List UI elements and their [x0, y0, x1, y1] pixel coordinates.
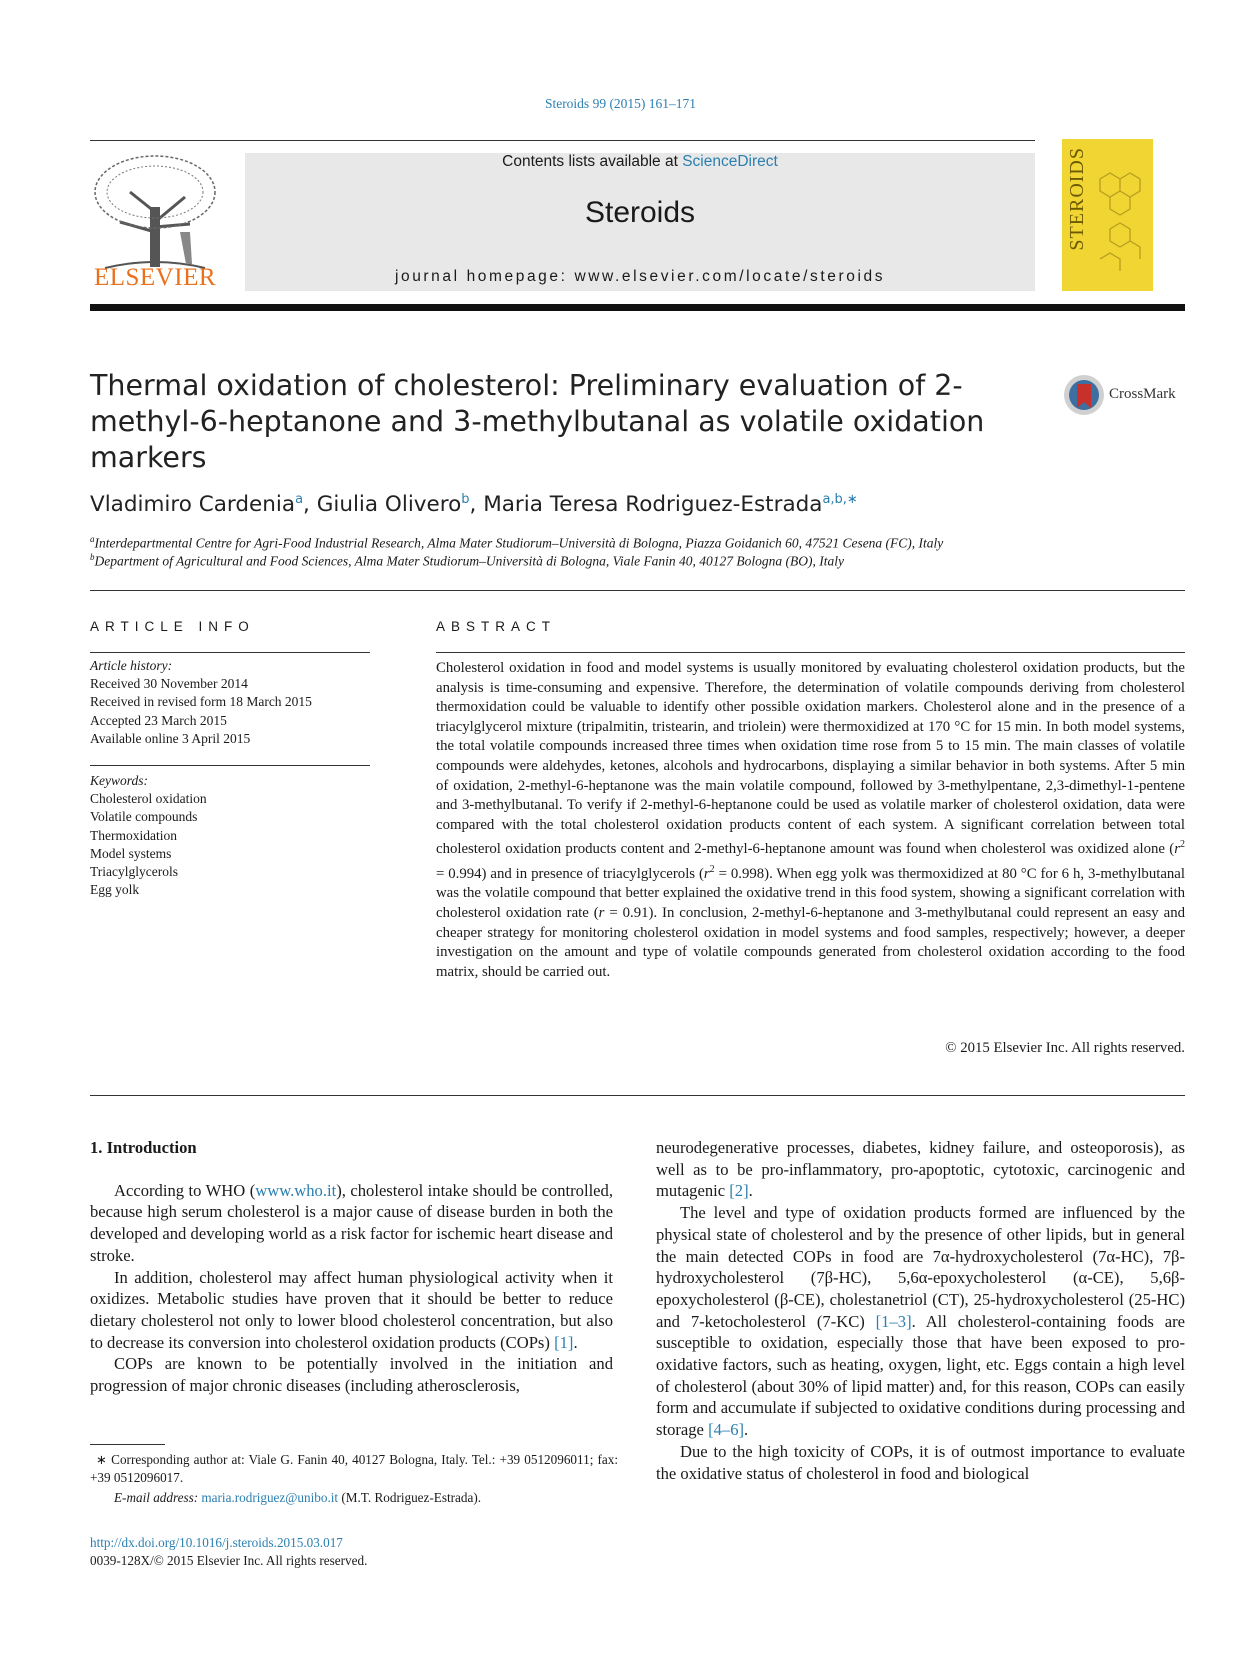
history-item: Received in revised form 18 March 2015	[90, 694, 312, 710]
contents-prefix: Contents lists available at	[502, 153, 683, 170]
keyword-item: Cholesterol oxidation	[90, 791, 207, 807]
keyword-item: Thermoxidation	[90, 827, 177, 843]
reference-link[interactable]: [2]	[729, 1181, 749, 1201]
paragraph	[656, 1137, 1185, 1202]
body-right-column	[656, 1137, 1185, 1484]
keyword-item: Volatile compounds	[90, 809, 198, 825]
affiliation-text: Interdepartmental Centre for Agri-Food Industrial Research, Alma Mater Studiorum–Università di Bologna, Piazza Goidanich 60, 47521 Cesena (FC), Italy	[94, 535, 944, 551]
email-label: E-mail address:	[114, 1490, 202, 1505]
who-link[interactable]: www.who.it	[255, 1180, 337, 1200]
journal-cover[interactable]	[1062, 139, 1153, 291]
history-item: Available online 3 April 2015	[90, 730, 251, 746]
author-separator: ,	[469, 492, 484, 518]
text-run: .	[748, 1181, 753, 1201]
author-separator: ,	[303, 492, 317, 518]
contents-line	[245, 153, 1035, 171]
header-top-rule	[90, 140, 1035, 141]
r-symbol: r	[598, 904, 605, 921]
paragraph: Due to the high toxicity of COPs, it is of outmost importance to evaluate the oxidative status of cholesterol in food and biological	[656, 1441, 1185, 1483]
journal-citation[interactable]: Steroids 99 (2015) 161–171	[544, 96, 697, 111]
reference-link[interactable]: [4–6]	[708, 1420, 745, 1440]
article-history	[90, 657, 370, 748]
text-run: The level and type of oxidation products formed are influenced by the physical state of cholesterol and by the presence of other lipids, but in general the main detected COPs in food are 7α-hydroxycholesterol (7α-HC), 7β-hydroxycholesterol (7β-HC), 5,6α-epoxycholesterol (α-CE), 5,6β-epoxycholesterol (β-CE), cholestanetriol (CT), 25-hydroxycholesterol (25-HC) and 7-ketocholesterol (7-KC)	[656, 1203, 1185, 1331]
text-run: ), cholesterol intake should be controlled, because high serum cholesterol is a major cause of disease burden in both the developed and developing world as a risk factor for ischemic heart disease and stroke.	[90, 1180, 613, 1265]
email-footnote	[90, 1489, 618, 1507]
keyword-item: Model systems	[90, 845, 172, 861]
affiliation-marker: a	[90, 534, 95, 544]
footnote-rule	[90, 1444, 165, 1445]
author-affiliation-marker[interactable]: b	[461, 492, 470, 507]
author-name[interactable]: Maria Teresa Rodriguez-Estrada	[483, 492, 823, 518]
reference-link[interactable]: [1]	[554, 1332, 574, 1352]
keywords-rule	[90, 765, 370, 766]
history-item: Accepted 23 March 2015	[90, 712, 227, 728]
email-link[interactable]: maria.rodriguez@unibo.it	[201, 1490, 339, 1505]
crossmark-icon	[1063, 374, 1105, 416]
article-info-heading: ARTICLE INFO	[90, 619, 255, 634]
text-run: In addition, cholesterol may affect human physiological activity when it oxidizes. Metabolic studies have proven that it should be better to reduce dietary cholesterol not only to lower blood cholesterol concentration, but also to decrease its conversion into cholesterol oxidation products (COPs)	[90, 1267, 613, 1352]
article-title: Thermal oxidation of cholesterol: Preliminary evaluation of 2-methyl-6-heptanone and 3-methylbutanal as volatile oxidation markers	[90, 369, 985, 474]
affiliation-text: Department of Agricultural and Food Sciences, Alma Mater Studiorum–Università di Bologna, Viale Fanin 40, 40127 Bologna (BO), Italy	[94, 553, 845, 569]
keywords	[90, 772, 370, 899]
text-run: .	[573, 1332, 578, 1352]
author-name[interactable]: Vladimiro Cardenia	[90, 492, 296, 518]
body-left-column	[90, 1137, 613, 1397]
r-symbol: r	[1174, 841, 1180, 858]
paragraph	[90, 1180, 613, 1267]
email-after: (M.T. Rodriguez-Estrada).	[338, 1490, 482, 1505]
author-affiliation-marker[interactable]: a,b,∗	[822, 492, 858, 507]
reference-link[interactable]: [1–3]	[875, 1311, 912, 1331]
text-run: neurodegenerative processes, diabetes, kidney failure, and osteoporosis), as well as to be pro-inflammatory, pro-apoptotic, cytotoxic, carcinogenic and mutagenic	[656, 1138, 1185, 1201]
paragraph: COPs are known to be potentially involved in the initiation and progression of major chronic diseases (including atherosclerosis,	[90, 1354, 613, 1396]
paragraph	[656, 1202, 1185, 1441]
abstract-part: = 0.91). In conclusion, 2-methyl-6-heptanone and 3-methylbutanal could represent an easy and cheaper strategy for monitoring cholesterol oxidation in model systems and food samples, respectively; however, a deeper investigation on the amount and type of volatile compounds generated from cholesterol oxidation according to the food matrix, should be carried out.	[436, 904, 1185, 980]
r-symbol: r	[703, 865, 710, 882]
section-heading: 1. Introduction	[90, 1138, 197, 1157]
issn-line: 0039-128X/© 2015 Elsevier Inc. All rights reserved.	[90, 1553, 368, 1568]
abstract-part: Cholesterol oxidation in food and model systems is usually monitored by evaluating cholesterol oxidation products, but the analysis is time-consuming and expensive. Therefore, the determination of volatile compounds deriving from cholesterol thermoxidation could be valuable to identify other possible oxidation markers. Cholesterol alone and in the presence of a triacylglycerol mixture (tripalmitin, tristearin, and triolein) were thermoxidized at 170 °C for 15 min. In both model systems, the total volatile compounds increased three times when oxidation time rose from 5 to 15 min. The main classes of volatile compounds were aldehydes, ketones, alcohols and hydrocarbons, displaying a similar behavior in both systems. After 5 min of oxidation, 2-methyl-6-heptanone was the main volatile compound, followed by 3-methylpentane, 2,3-dimethyl-1-pentene and 3-methylbutanal. To verify if 2-methyl-6-heptanone could be used as volatile marker of cholesterol oxidation, data were compared with the total cholesterol oxidation products content of each system. A significant correlation between total cholesterol oxidation products content and 2-methyl-6-heptanone amount was found when cholesterol was oxidized alone (	[436, 660, 1185, 858]
history-label: Article history:	[90, 658, 173, 673]
abstract-text: Cholesterol oxidation in food and model systems is usually monitored by evaluating cholesterol oxidation products, but the analysis is time-consuming and expensive. Therefore, the determination of volatile compounds deriving from cholesterol thermoxidation could be valuable to identify other possible oxidation markers. Cholesterol alone and in the presence of a triacylglycerol mixture (tripalmitin, tristearin, and triolein) were thermoxidized at 170 °C for 15 min. In both model systems, the total volatile compounds increased three times when oxidation time rose from 5 to 15 min. The main classes of volatile compounds were aldehydes, ketones, alcohols and hydrocarbons, displaying a similar behavior in both systems. After 5 min of oxidation, 2-methyl-6-heptanone was the main volatile compound, followed by 3-methylpentane, 2,3-dimethyl-1-pentene and 3-methylbutanal. To verify if 2-methyl-6-heptanone could be used as volatile marker of cholesterol oxidation, data were compared with the total cholesterol oxidation products content of each system. A significant correlation between total cholesterol oxidation products content and 2-methyl-6-heptanone amount was found when cholesterol was oxidized alone $(r^2 = 0.994)$ and in presence of triacylglycerols $(r^2 = 0.998)$. When egg yolk was thermoxidized at 80 °C for 6 h, 3-methylbutanal was the volatile compound that better explained the oxidative trend in this food system, showing a significant correlation with cholesterol oxidation rate (r = 0.91). In conclusion, 2-methyl-6-heptanone and 3-methylbutanal could represent an easy and cheaper strategy for monitoring cholesterol oxidation in model systems and food samples, respectively; however, a deeper investigation on the amount and type of volatile compounds generated from cholesterol oxidation according to the food matrix, should be carried out.	[436, 660, 1185, 980]
affiliation-b	[90, 552, 1190, 570]
affiliation-rule	[90, 590, 1185, 591]
history-item: Received 30 November 2014	[90, 676, 248, 692]
crossmark-label: CrossMark	[1109, 386, 1176, 402]
journal-homepage[interactable]: journal homepage: www.elsevier.com/locate/steroids	[394, 268, 886, 285]
molecule-icon	[1090, 159, 1150, 284]
header-thick-rule	[90, 304, 1185, 311]
author-affiliation-marker[interactable]: a	[295, 492, 304, 507]
text-run: According to WHO (	[114, 1180, 256, 1200]
affiliation-a	[90, 534, 1190, 552]
doi-link[interactable]	[90, 1535, 343, 1551]
journal-name: Steroids	[584, 196, 696, 229]
elsevier-logo[interactable]	[90, 152, 220, 294]
keywords-label: Keywords:	[90, 773, 148, 788]
cover-title: STEROIDS	[1066, 147, 1088, 251]
article-info-rule	[90, 652, 370, 653]
abstract-heading: ABSTRACT	[436, 619, 557, 634]
publisher-name: ELSEVIER	[93, 264, 217, 291]
abstract-bottom-rule	[90, 1095, 1185, 1096]
paragraph	[90, 1267, 613, 1354]
abstract-rule	[436, 652, 1185, 653]
keyword-item: Egg yolk	[90, 882, 140, 898]
abstract-part: = 0.994) and in presence of triacylglycerols (	[436, 865, 704, 882]
author-name[interactable]: Giulia Olivero	[316, 492, 462, 518]
sciencedirect-link[interactable]: ScienceDirect	[682, 153, 778, 170]
crossmark-badge[interactable]	[1063, 374, 1241, 420]
text-run: .	[744, 1420, 749, 1440]
abstract-part: = 0.998). When egg yolk was thermoxidized at 80 °C for 6 h, 3-methylbutanal was the volatile compound that better explained the oxidative trend in this food system, showing a significant correlation with cholesterol oxidation rate (	[436, 865, 1185, 921]
text-run: . All cholesterol-containing foods are susceptible to oxidation, especially those that have been exposed to pro-oxidative factors, such as heating, oxygen, light, etc. Eggs contain a high level of cholesterol (about 30% of lipid matter) and, for this reason, COPs can easily form and accumulate if subjected to oxidative conditions during processing and storage	[656, 1311, 1185, 1440]
corresponding-footnote: ∗ Corresponding author at: Viale G. Fanin 40, 40127 Bologna, Italy. Tel.: +39 0512096011; fax: +39 0512096017.	[90, 1452, 618, 1486]
author-list	[90, 492, 858, 517]
affiliation-marker: b	[90, 552, 95, 562]
abstract-copyright: © 2015 Elsevier Inc. All rights reserved.	[945, 1040, 1185, 1056]
doi-link-text[interactable]: http://dx.doi.org/10.1016/j.steroids.2015.03.017	[90, 1535, 343, 1550]
keyword-item: Triacylglycerols	[90, 864, 178, 880]
